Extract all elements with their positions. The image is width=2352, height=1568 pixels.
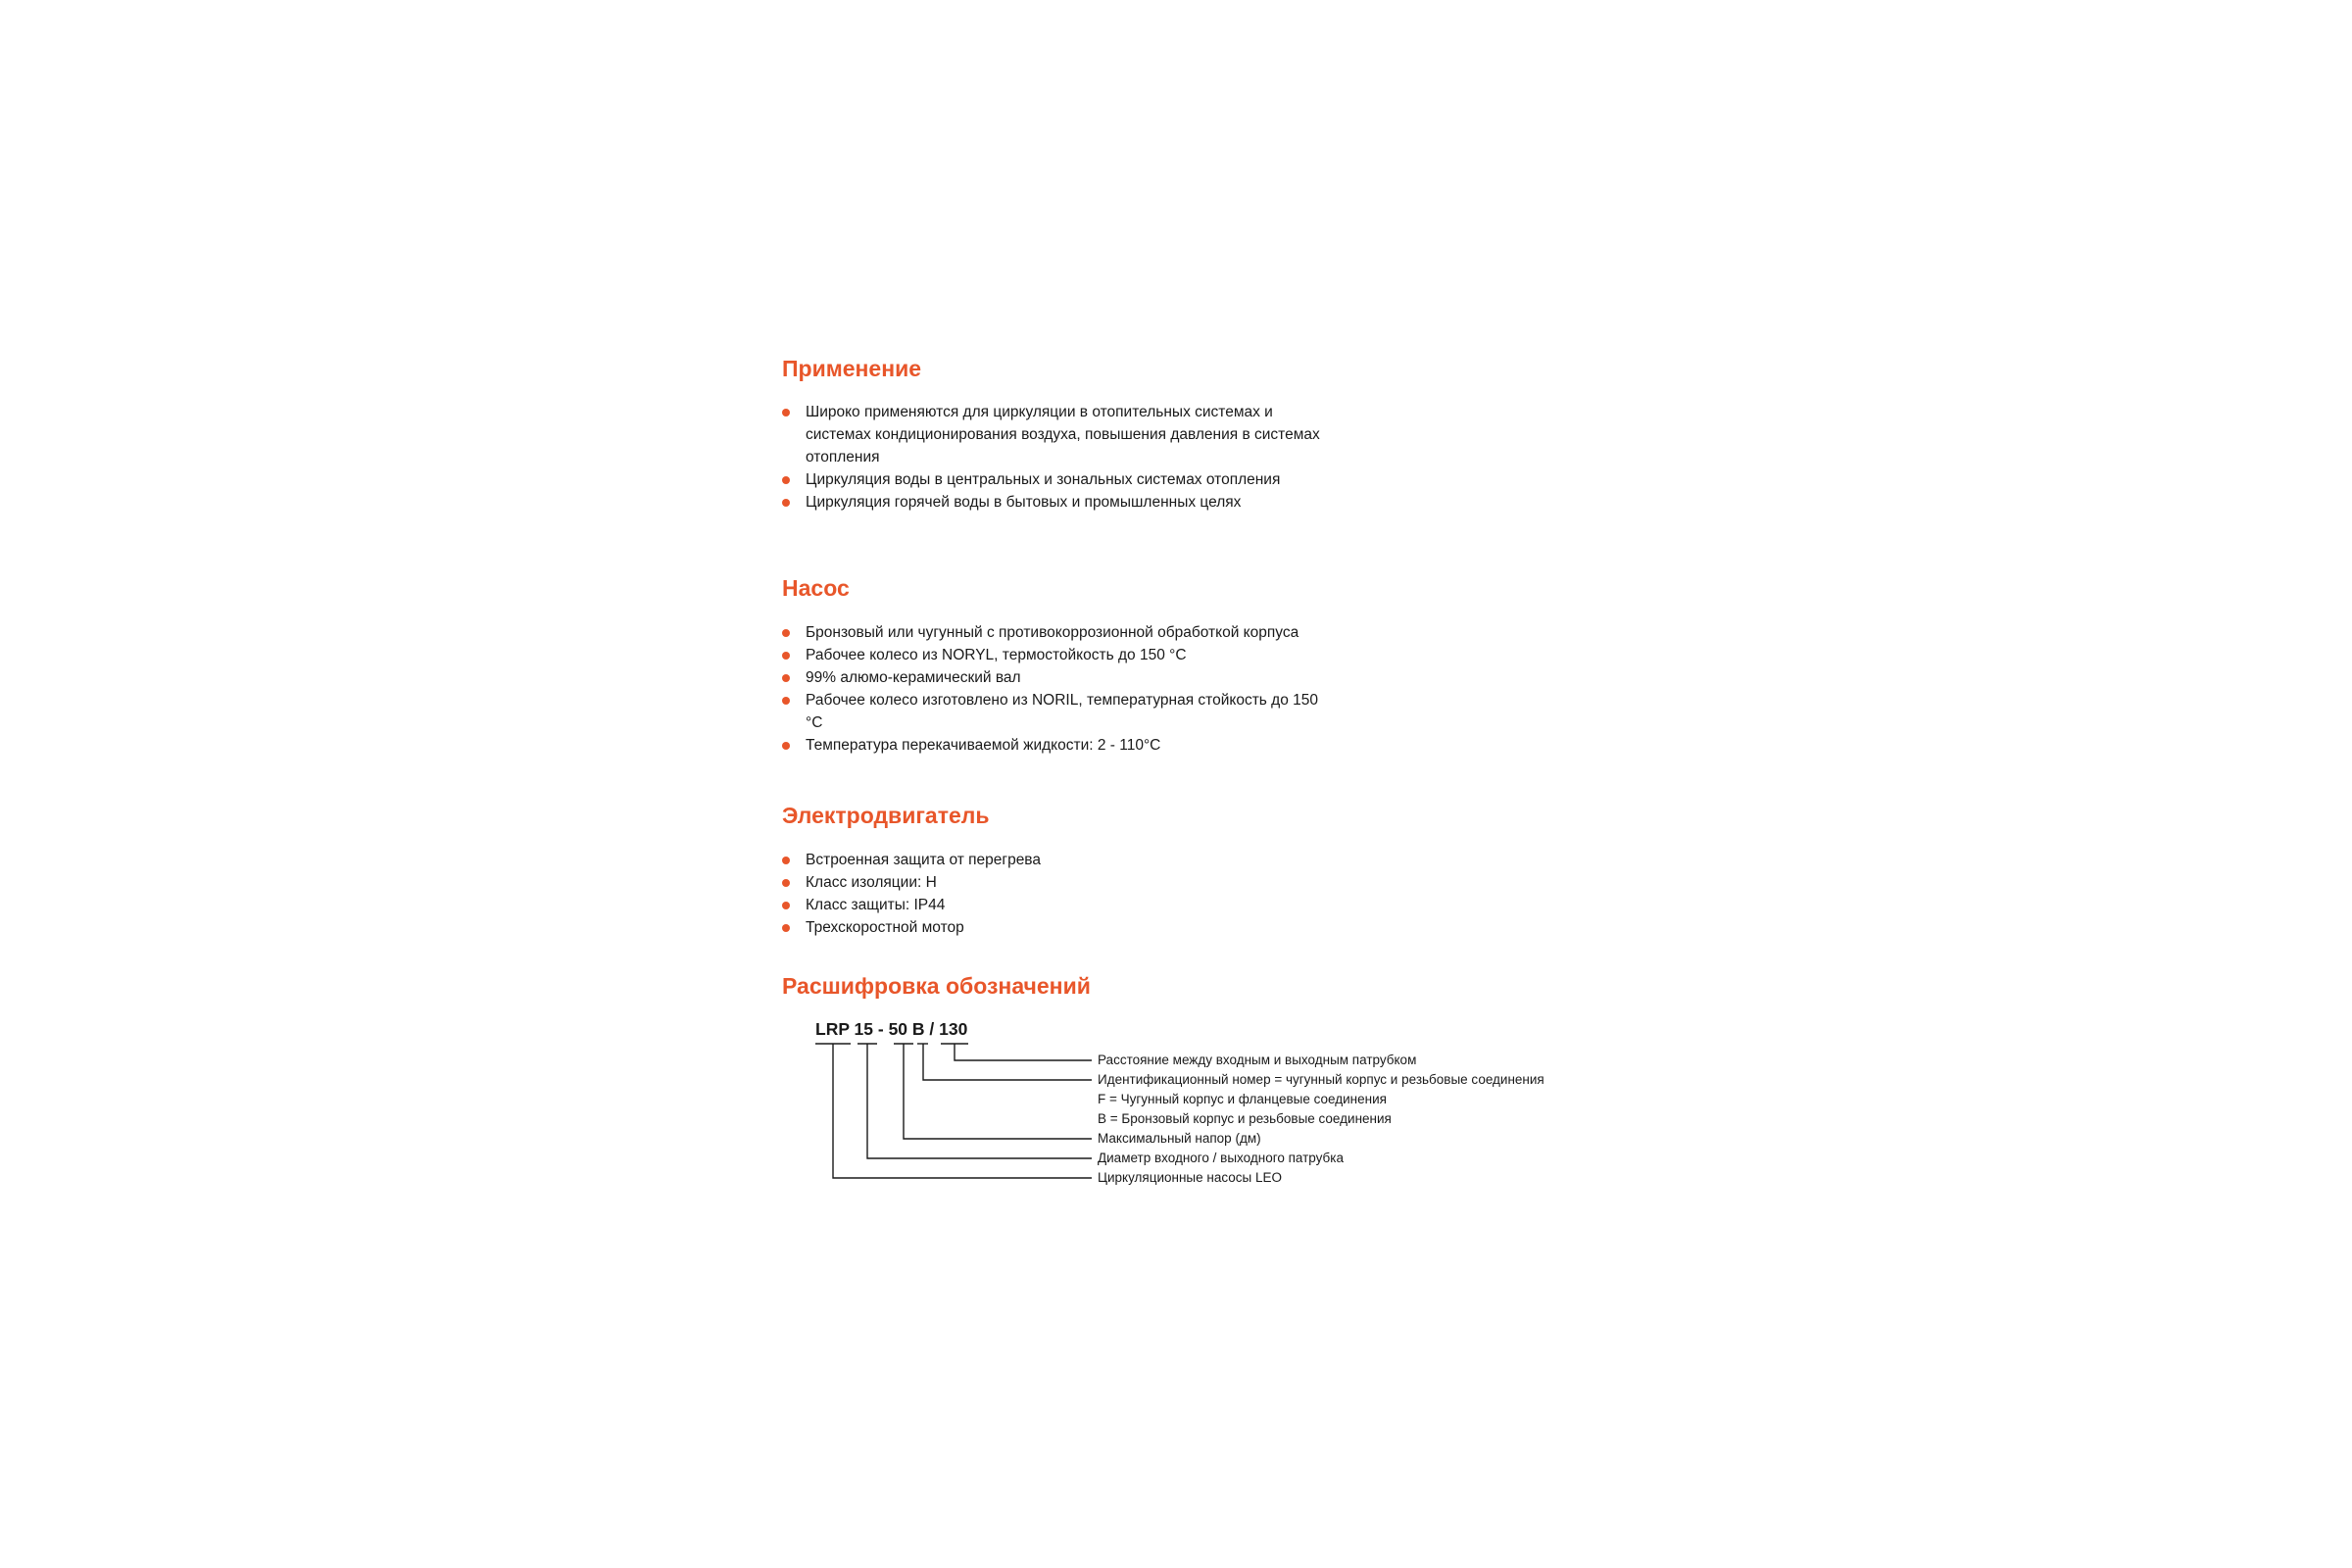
designation-diagram	[782, 1007, 1762, 1213]
section-motor	[782, 800, 1566, 939]
list-item-text: 99% алюмо-керамический вал	[806, 669, 1021, 686]
bullet-icon	[782, 902, 790, 909]
list-item	[782, 734, 1335, 757]
bullet-icon	[782, 924, 790, 932]
section-title-application: Применение	[782, 356, 922, 381]
bullet-icon	[782, 742, 790, 750]
model-code: LRP 15 - 50 B / 130	[815, 1019, 968, 1039]
list-item	[782, 401, 1335, 468]
document-content	[782, 353, 1566, 1213]
application-list	[782, 401, 1566, 514]
legend-line: B = Бронзовый корпус и резьбовые соединения	[1098, 1111, 1392, 1126]
leader-130	[955, 1044, 1092, 1060]
section-title-decoding: Расшифровка обозначений	[782, 973, 1091, 999]
list-item	[782, 644, 1335, 666]
motor-list	[782, 849, 1566, 939]
legend-line: Циркуляционные насосы LEO	[1098, 1170, 1282, 1185]
legend-line: Расстояние между входным и выходным патрубком	[1098, 1053, 1417, 1067]
list-item	[782, 621, 1335, 644]
bullet-icon	[782, 652, 790, 660]
bullet-icon	[782, 857, 790, 864]
bullet-icon	[782, 697, 790, 705]
list-item-text: Встроенная защита от перегрева	[806, 852, 1041, 868]
list-item-text: Циркуляция воды в центральных и зональных системах отопления	[806, 471, 1281, 488]
bullet-icon	[782, 879, 790, 887]
list-item	[782, 666, 1335, 689]
bullet-icon	[782, 476, 790, 484]
section-title-motor: Электродвигатель	[782, 803, 990, 828]
legend-line: Максимальный напор (дм)	[1098, 1131, 1261, 1146]
list-item-text: Класс изоляции: H	[806, 874, 937, 891]
legend-line: Идентификационный номер = чугунный корпус и резьбовые соединения	[1098, 1072, 1544, 1087]
list-item	[782, 871, 1335, 894]
list-item-text: Температура перекачиваемой жидкости: 2 - 110°С	[806, 737, 1161, 754]
bullet-icon	[782, 674, 790, 682]
list-item-text: Циркуляция горячей воды в бытовых и промышленных целях	[806, 494, 1242, 511]
list-item-text: Рабочее колесо из NORYL, термостойкость до 150 °С	[806, 647, 1187, 663]
list-item-text: Рабочее колесо изготовлено из NORIL, температурная стойкость до 150 °С	[806, 692, 1319, 731]
section-decoding	[782, 970, 1566, 1213]
pump-list	[782, 621, 1566, 757]
list-item	[782, 689, 1335, 734]
list-item-text: Класс защиты: IP44	[806, 897, 946, 913]
section-title-pump: Насос	[782, 575, 850, 601]
bullet-icon	[782, 499, 790, 507]
list-item	[782, 894, 1335, 916]
list-item-text: Трехскоростной мотор	[806, 919, 964, 936]
section-pump	[782, 572, 1566, 757]
list-item	[782, 468, 1335, 491]
legend-line: Диаметр входного / выходного патрубка	[1098, 1151, 1345, 1165]
leader-b	[923, 1044, 1092, 1080]
bullet-icon	[782, 409, 790, 416]
leader-50	[904, 1044, 1092, 1139]
list-item	[782, 916, 1335, 939]
legend-line: F = Чугунный корпус и фланцевые соединения	[1098, 1092, 1387, 1106]
list-item	[782, 849, 1335, 871]
bullet-icon	[782, 629, 790, 637]
list-item-text: Бронзовый или чугунный с противокоррозионной обработкой корпуса	[806, 624, 1299, 641]
list-item-text: Широко применяются для циркуляции в отопительных системах и системах кондиционирования воздуха, повышения давления в системах отопления	[806, 404, 1320, 466]
list-item	[782, 491, 1335, 514]
section-application	[782, 353, 1566, 514]
